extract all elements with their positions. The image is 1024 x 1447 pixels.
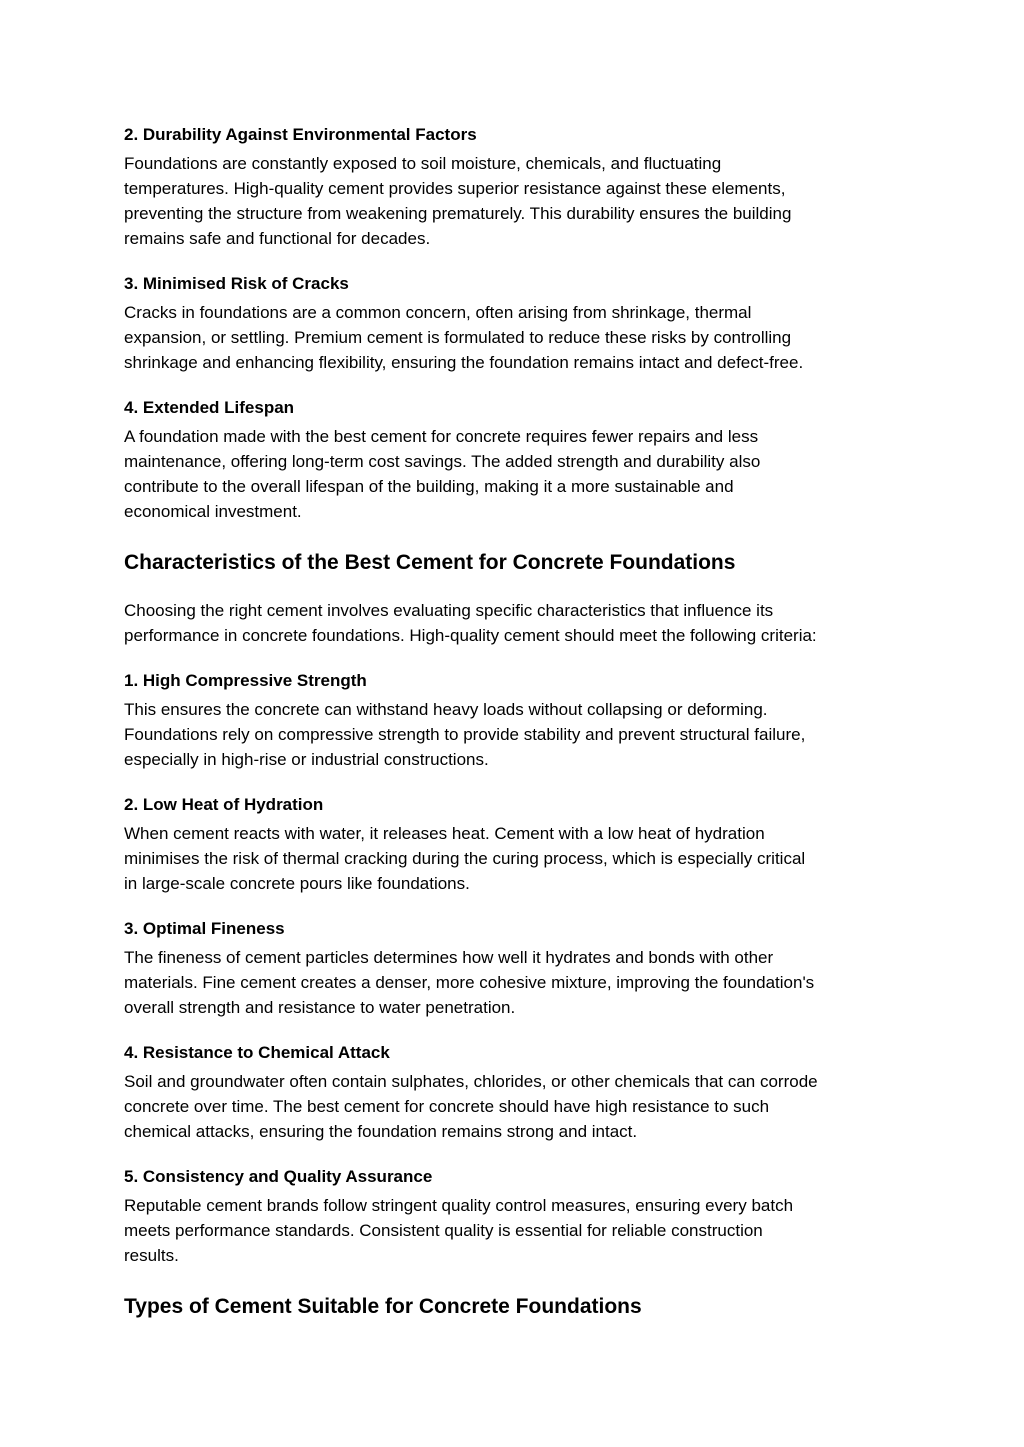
- item-compressive-strength: [124, 668, 904, 772]
- text-line: Soil and groundwater often contain sulphates, chlorides, or other chemicals that can corrode: [124, 1072, 818, 1091]
- text-line: economical investment.: [124, 502, 302, 521]
- item-title: 2. Durability Against Environmental Factors: [124, 125, 477, 144]
- text-line: Foundations are constantly exposed to soil moisture, chemicals, and fluctuating: [124, 154, 722, 173]
- text-line: Choosing the right cement involves evaluating specific characteristics that influence its: [124, 601, 774, 620]
- item-title: 4. Resistance to Chemical Attack: [124, 1043, 390, 1062]
- item-title: 3. Optimal Fineness: [124, 919, 285, 938]
- text-line: preventing the structure from weakening prematurely. This durability ensures the building: [124, 204, 792, 223]
- text-line: minimises the risk of thermal cracking during the curing process, which is especially critical: [124, 849, 806, 868]
- item-heat-of-hydration: [124, 792, 904, 896]
- characteristics-intro: [124, 598, 904, 648]
- text-line: When cement reacts with water, it releases heat. Cement with a low heat of hydration: [124, 824, 765, 843]
- text-line: materials. Fine cement creates a denser, more cohesive mixture, improving the foundation's: [124, 973, 815, 992]
- text-line: Reputable cement brands follow stringent quality control measures, ensuring every batch: [124, 1196, 794, 1215]
- section-heading-characteristics: Characteristics of the Best Cement for Concrete Foundations: [124, 551, 736, 574]
- item-durability: [124, 122, 904, 251]
- item-title: 2. Low Heat of Hydration: [124, 795, 324, 814]
- item-cracks: [124, 271, 904, 375]
- item-paragraph: [124, 1069, 904, 1144]
- intro-paragraph: [124, 598, 904, 648]
- text-line: maintenance, offering long-term cost savings. The added strength and durability also: [124, 452, 761, 471]
- item-paragraph: [124, 300, 904, 375]
- item-chemical-resistance: [124, 1040, 904, 1144]
- item-paragraph: [124, 821, 904, 896]
- item-title: 3. Minimised Risk of Cracks: [124, 274, 349, 293]
- text-line: shrinkage and enhancing flexibility, ensuring the foundation remains intact and defect-free.: [124, 353, 804, 372]
- item-lifespan: [124, 395, 904, 524]
- item-paragraph: [124, 151, 904, 251]
- document-page: [124, 122, 904, 1322]
- item-paragraph: [124, 697, 904, 772]
- text-line: concrete over time. The best cement for concrete should have high resistance to such: [124, 1097, 770, 1116]
- text-line: This ensures the concrete can withstand heavy loads without collapsing or deforming.: [124, 700, 768, 719]
- text-line: meets performance standards. Consistent quality is essential for reliable construction: [124, 1221, 763, 1240]
- text-line: expansion, or settling. Premium cement is formulated to reduce these risks by controlling: [124, 328, 792, 347]
- text-line: Cracks in foundations are a common concern, often arising from shrinkage, thermal: [124, 303, 752, 322]
- item-paragraph: [124, 1193, 904, 1268]
- item-title: 1. High Compressive Strength: [124, 671, 367, 690]
- text-line: contribute to the overall lifespan of the building, making it a more sustainable and: [124, 477, 734, 496]
- text-line: remains safe and functional for decades.: [124, 229, 431, 248]
- text-line: overall strength and resistance to water penetration.: [124, 998, 516, 1017]
- item-title: 5. Consistency and Quality Assurance: [124, 1167, 433, 1186]
- item-paragraph: [124, 945, 904, 1020]
- text-line: especially in high-rise or industrial constructions.: [124, 750, 489, 769]
- item-fineness: [124, 916, 904, 1020]
- text-line: The fineness of cement particles determines how well it hydrates and bonds with other: [124, 948, 774, 967]
- text-line: A foundation made with the best cement for concrete requires fewer repairs and less: [124, 427, 759, 446]
- item-paragraph: [124, 424, 904, 524]
- item-title: 4. Extended Lifespan: [124, 398, 295, 417]
- text-line: in large-scale concrete pours like foundations.: [124, 874, 470, 893]
- text-line: results.: [124, 1246, 179, 1265]
- text-line: chemical attacks, ensuring the foundation remains strong and intact.: [124, 1122, 638, 1141]
- text-line: performance in concrete foundations. High-quality cement should meet the following criteria:: [124, 626, 817, 645]
- text-line: temperatures. High-quality cement provides superior resistance against these elements,: [124, 179, 786, 198]
- section-heading-types: Types of Cement Suitable for Concrete Foundations: [124, 1295, 642, 1318]
- text-line: Foundations rely on compressive strength to provide stability and prevent structural failure,: [124, 725, 806, 744]
- item-quality-assurance: [124, 1164, 904, 1268]
